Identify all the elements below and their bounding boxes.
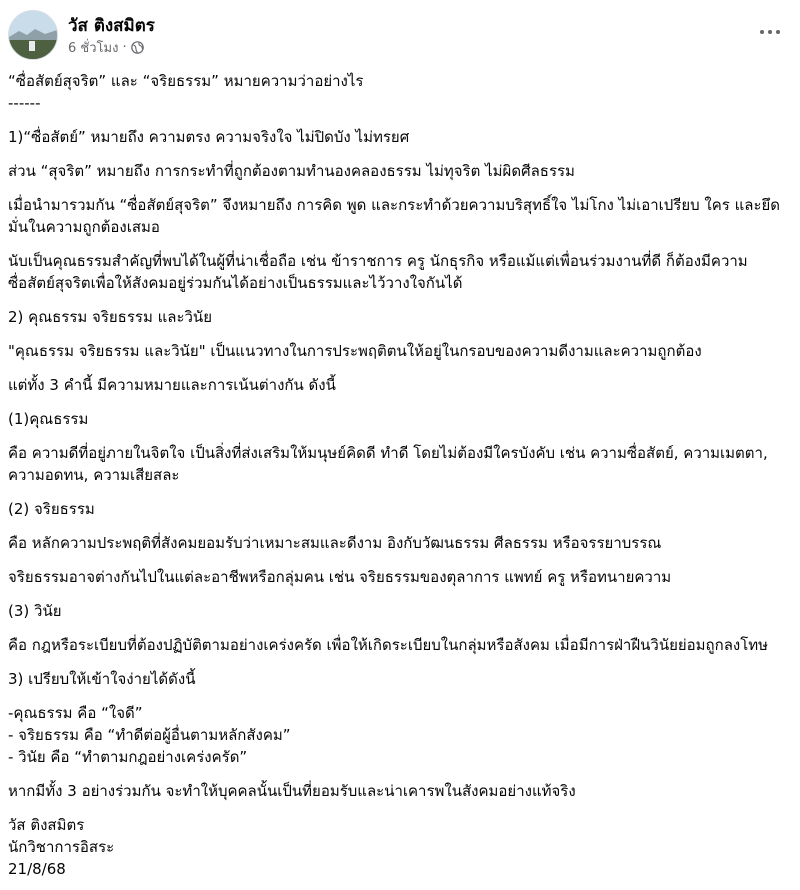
meta-separator: · [122,40,127,55]
post-time[interactable]: 6 ชั่วโมง [68,41,119,56]
post-title: “ซื่อสัตย์สุจริต” และ “จริยธรรม” หมายความว่าอย่างไร [8,72,364,90]
avatar[interactable] [8,10,58,60]
signature-name: วัส ติงสมิตร [8,816,85,834]
more-options-icon[interactable] [752,18,788,46]
author-name[interactable]: วัส ติงสมิตร [68,16,155,36]
subsection-2-body-2: จริยธรรมอาจต่างกันไปในแต่ละอาชีพหรือกลุ่มคน เช่น จริยธรรมของตุลาการ แพทย์ ครู หรือทนายความ [8,568,672,586]
divider-line: ------ [8,94,41,112]
subsection-1-heading: (1)คุณธรรม [8,410,89,428]
subsection-2-heading: (2) จริยธรรม [8,500,95,518]
section-1-line-2: ส่วน “สุจริต” หมายถึง การกระทำที่ถูกต้องตามทำนองคลองธรรม ไม่ทุจริต ไม่ผิดศีลธรรม [8,162,575,180]
section-3-item-1: -คุณธรรม คือ “ใจดี” [8,704,143,722]
section-1-line-1: 1)“ซื่อสัตย์” หมายถึง ความตรง ความจริงใจ ไม่ปิดบัง ไม่ทรยศ [8,128,410,146]
signature-date: 21/8/68 [8,860,66,878]
section-3-item-2: - จริยธรรม คือ “ทำดีต่อผู้อื่นตามหลักสังคม” [8,726,291,744]
signature-title: นักวิชาการอิสระ [8,838,115,856]
section-3-item-3: - วินัย คือ “ทำตามกฎอย่างเคร่งครัด” [8,748,248,766]
post-content [8,70,786,880]
section-2-line-1: "คุณธรรม จริยธรรม และวินัย" เป็นแนวทางในการประพฤติตนให้อยู่ในกรอบของความดีงามและความถูกต้อง [8,342,702,360]
subsection-3-heading: (3) วินัย [8,602,62,620]
subsection-3-body: คือ กฎหรือระเบียบที่ต้องปฏิบัติตามอย่างเคร่งครัด เพื่อให้เกิดระเบียบในกลุ่มหรือสังคม เมื่อมีการฝ่าฝืนวินัยย่อมถูกลงโทษ [8,636,769,654]
section-1-paragraph-3: เมื่อนำมารวมกัน “ซื่อสัตย์สุจริต” จึงหมายถึง การคิด พูด และกระทำด้วยความบริสุทธิ์ใจ ไม่โกง ไม่เอาเปรียบ ใคร และยึดมั่นในความถูกต้องเสมอ [8,196,781,236]
section-1-paragraph-4: นับเป็นคุณธรรมสำคัญที่พบได้ในผู้ที่น่าเชื่อถือ เช่น ข้าราชการ ครู นักธุรกิจ หรือแม้แต่เพื่อนร่วมงานที่ดี ก็ต้องมีความซื่อสัตย์สุจริตเพื่อให้สังคมอยู่ร่วมกันได้อย่างเป็นธรรมและไว้วางใจกันได้ [8,252,748,292]
section-2-heading: 2) คุณธรรม จริยธรรม และวินัย [8,308,212,326]
section-2-line-2: แต่ทั้ง 3 คำนี้ มีความหมายและการเน้นต่างกัน ดังนี้ [8,376,336,394]
section-3-heading: 3) เปรียบให้เข้าใจง่ายได้ดังนี้ [8,670,196,688]
closing-line: หากมีทั้ง 3 อย่างร่วมกัน จะทำให้บุคคลนั้นเป็นที่ยอมรับและน่าเคารพในสังคมอย่างแท้จริง [8,782,576,800]
post-meta [68,37,144,58]
subsection-1-body: คือ ความดีที่อยู่ภายในจิตใจ เป็นสิ่งที่ส่งเสริมให้มนุษย์คิดดี ทำดี โดยไม่ต้องมีใครบังคับ เช่น ความซื่อสัตย์, ความเมตตา, ความอดทน, ความเสียสละ [8,444,768,484]
post-header [8,10,792,62]
subsection-2-body-1: คือ หลักความประพฤติที่สังคมยอมรับว่าเหมาะสมและดีงาม อิงกับวัฒนธรรม ศีลธรรม หรือจรรยาบรรณ [8,534,662,552]
globe-icon [131,41,144,54]
